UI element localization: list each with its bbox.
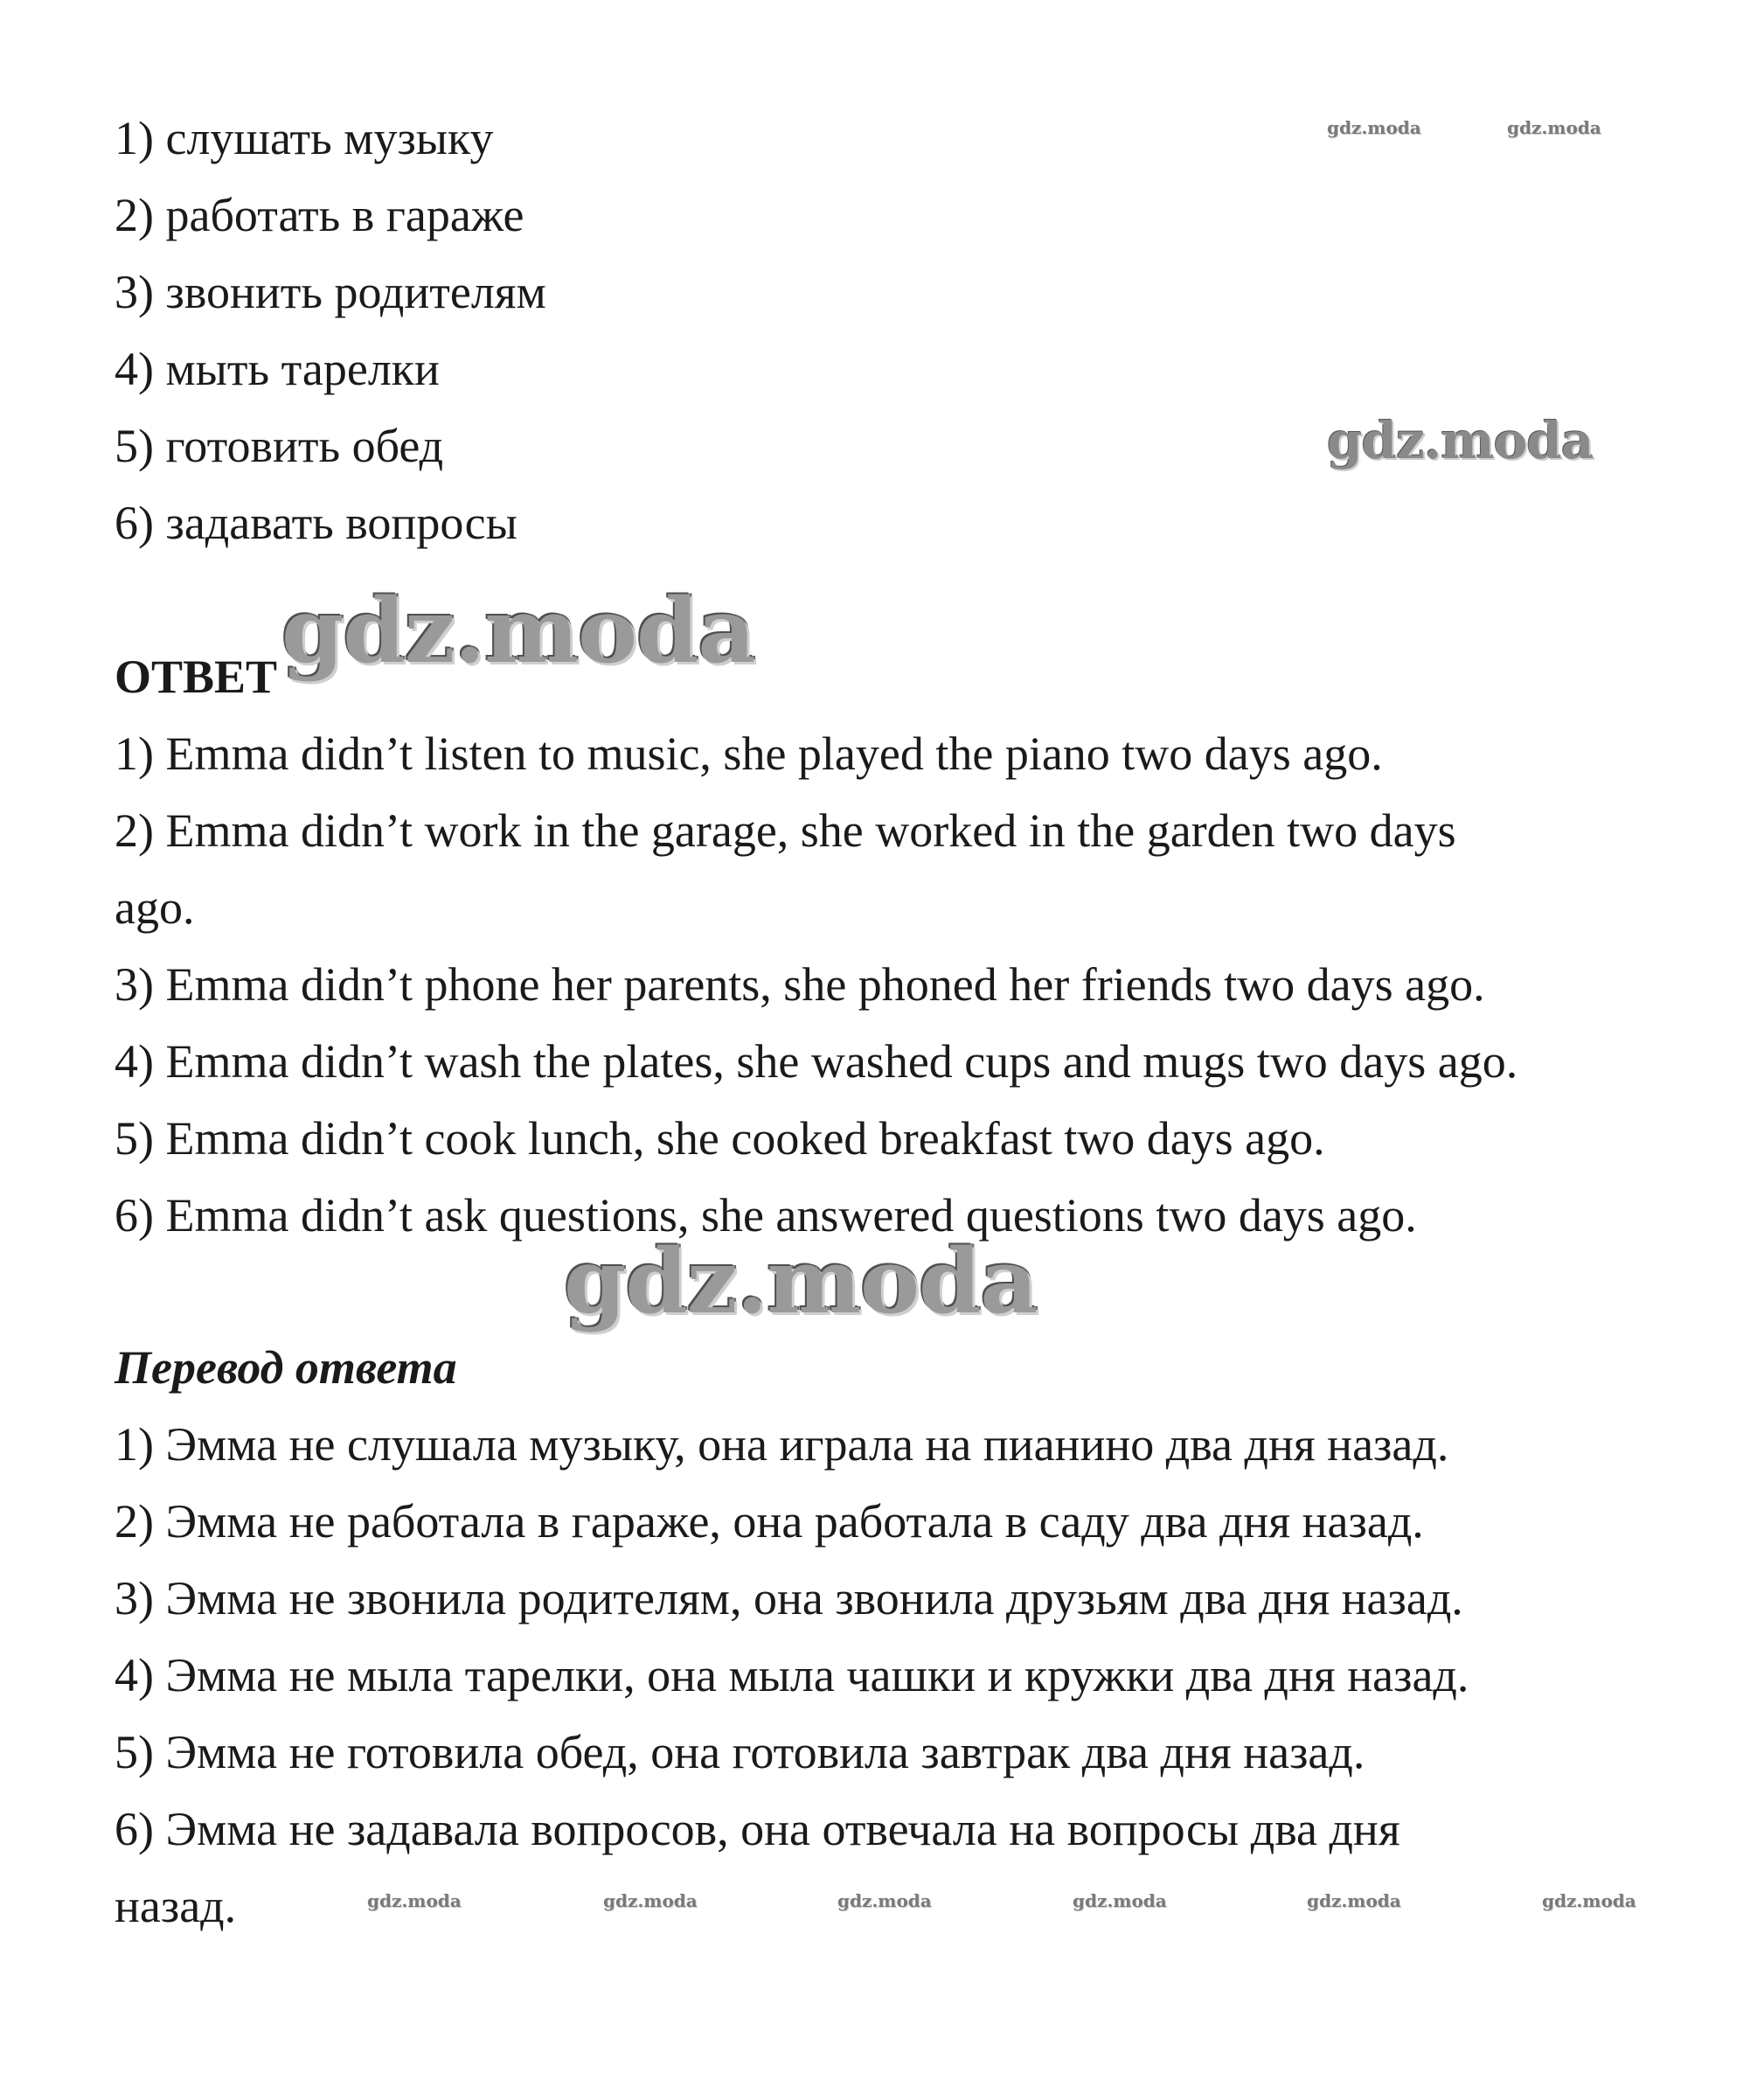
translation-heading: Перевод ответа <box>115 1341 457 1394</box>
watermark-small-bottom-1: gdz.moda <box>367 1890 462 1911</box>
watermark-mid: gdz.moda <box>1327 411 1594 470</box>
answer-line-5: 5) Emma didn’t cook lunch, she cooked breakfast two days ago. <box>115 1112 1325 1165</box>
watermark-small-bottom-6: gdz.moda <box>1542 1890 1636 1911</box>
answer-line-6: 6) Emma didn’t ask questions, she answered questions two days ago. <box>115 1189 1417 1242</box>
translation-line-5: 5) Эмма не готовила обед, она готовила завтрак два дня назад. <box>115 1726 1365 1778</box>
watermark-small-bottom-4: gdz.moda <box>1073 1890 1167 1911</box>
task-item-3: 3) звонить родителям <box>115 266 546 318</box>
answer-line-3: 3) Emma didn’t phone her parents, she phoned her friends two days ago. <box>115 958 1485 1011</box>
task-item-5: 5) готовить обед <box>115 420 444 472</box>
translation-line-2: 2) Эмма не работала в гараже, она работала в саду два дня назад. <box>115 1495 1424 1548</box>
task-item-6: 6) задавать вопросы <box>115 497 517 549</box>
watermark-big-1: gdz.moda <box>281 579 755 684</box>
answer-line-2-cont: ago. <box>115 881 195 934</box>
translation-line-3: 3) Эмма не звонила родителям, она звонила друзьям два дня назад. <box>115 1572 1463 1624</box>
answer-line-2: 2) Emma didn’t work in the garage, she worked in the garden two days <box>115 804 1456 857</box>
translation-line-6-cont: назад. <box>115 1880 237 1932</box>
watermark-big-2: gdz.moda <box>564 1229 1038 1334</box>
translation-line-4: 4) Эмма не мыла тарелки, она мыла чашки и кружки два дня назад. <box>115 1649 1469 1701</box>
task-item-4: 4) мыть тарелки <box>115 343 440 395</box>
answer-line-1: 1) Emma didn’t listen to music, she played the piano two days ago. <box>115 727 1383 780</box>
task-item-1: 1) слушать музыку <box>115 112 494 164</box>
answer-heading: ОТВЕТ <box>115 650 278 703</box>
watermark-small-top-2: gdz.moda <box>1507 117 1601 138</box>
watermark-small-top-1: gdz.moda <box>1327 117 1421 138</box>
watermark-small-bottom-3: gdz.moda <box>837 1890 932 1911</box>
translation-line-6: 6) Эмма не задавала вопросов, она отвечала на вопросы два дня <box>115 1803 1400 1855</box>
answer-line-4: 4) Emma didn’t wash the plates, she washed cups and mugs two days ago. <box>115 1035 1518 1088</box>
task-item-2: 2) работать в гараже <box>115 189 524 241</box>
watermark-small-bottom-2: gdz.moda <box>603 1890 698 1911</box>
translation-line-1: 1) Эмма не слушала музыку, она играла на пианино два дня назад. <box>115 1418 1449 1471</box>
watermark-small-bottom-5: gdz.moda <box>1307 1890 1401 1911</box>
